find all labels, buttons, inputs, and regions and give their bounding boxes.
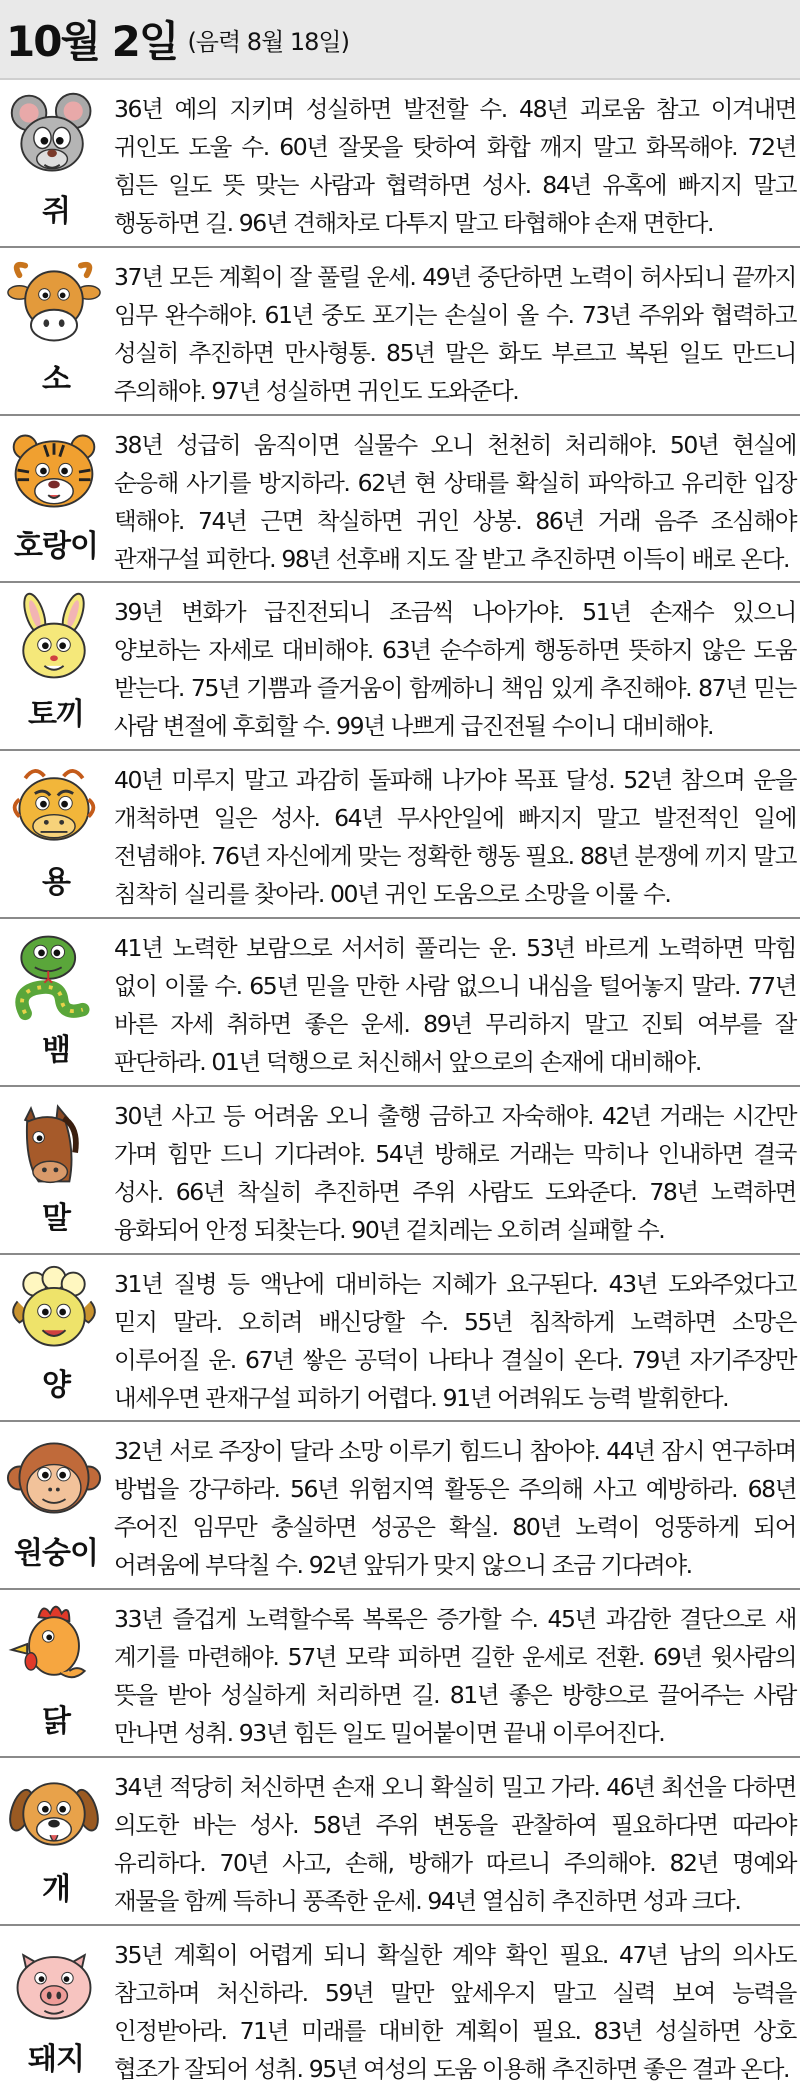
rat-icon [6, 88, 102, 184]
animal-name: 용 [42, 864, 70, 900]
fortune-text: 40년 미루지 말고 과감히 돌파해 나가야 목표 달성. 52년 참으며 운을 개척하면 일은 성사. 64년 무사안일에 빠지지 말고 발전적인 일에 전념해야. 76년 자신에게 맞는 정확한 행동 필요. 88년 분쟁에 끼지 말고 침착히 실리를 찾아라. 00년 귀인 도움으로 소망을 이룰 수. [114, 766, 796, 909]
fortune-row-ox [0, 248, 800, 416]
sheep-icon [6, 1263, 102, 1359]
monkey-icon [6, 1430, 102, 1526]
dragon-icon [6, 759, 102, 855]
fortune-text: 32년 서로 주장이 달라 소망 이루기 힘드니 참아야. 44년 잠시 연구하며 방법을 강구하라. 56년 위험지역 활동은 주의해 사고 예방하라. 68년 주어진 임무만 충실하면 성공은 확실. 80년 노력이 엉뚱하게 되어 어려움에 부닥칠 수. 92년 앞뒤가 맞지 않으니 조금 기다려야. [114, 1437, 796, 1580]
horse-icon [6, 1095, 102, 1191]
animal-name: 양 [42, 1368, 70, 1404]
fortune-text: 38년 성급히 움직이면 실물수 오니 천천히 처리해야. 50년 현실에 순응해 사기를 방지하라. 62년 현 상태를 확실히 파악하고 유리한 입장 택해야. 74년 근면 착실하면 귀인 상봉. 86년 거래 음주 조심해야 관재구설 피한다. 98년 선후배 지도 잘 받고 추진하면 이득이 배로 온다. [114, 430, 796, 573]
fortune-row-monkey [0, 1422, 800, 1590]
lunar-date: (음력 8월 18일) [187, 27, 349, 56]
rooster-icon [6, 1598, 102, 1694]
date-title: 10월 2일 [6, 17, 178, 66]
fortune-row-sheep [0, 1255, 800, 1423]
fortune-text: 37년 모든 계획이 잘 풀릴 운세. 49년 중단하면 노력이 허사되니 끝까지 임무 완수해야. 61년 중도 포기는 손실이 올 수. 73년 주위와 협력하고 성실히 추진하면 만사형통. 85년 말은 화도 부르고 복된 일도 만드니 주의해야. 97년 성실하면 귀인도 도와준다. [114, 262, 796, 405]
page-header [0, 0, 800, 80]
fortune-text: 36년 예의 지키며 성실하면 발전할 수. 48년 괴로움 참고 이겨내면 귀인도 도울 수. 60년 잘못을 탓하여 화합 깨지 말고 화목해야. 72년 힘든 일도 뜻 맞는 사람과 협력하면 성사. 84년 유혹에 빠지지 말고 행동하면 길. 96년 견해차로 다투지 말고 타협해야 손재 면한다. [114, 95, 796, 237]
fortune-text: 39년 변화가 급진전되니 조금씩 나아가야. 51년 손재수 있으니 양보하는 자세로 대비해야. 63년 순수하게 행동하면 뜻하지 않은 도움 받는다. 75년 기쁨과 즐거움이 함께하니 책임 있게 추진해야. 87년 믿는 사람 변절에 후회할 수. 99년 나쁘게 급진전될 수이니 대비해야. [114, 598, 796, 741]
animal-name: 원숭이 [14, 1536, 98, 1572]
fortune-text: 33년 즐겁게 노력할수록 복록은 증가할 수. 45년 과감한 결단으로 새 계기를 마련해야. 57년 모략 피하면 길한 운세로 전환. 69년 윗사람의 뜻을 받아 성실하게 처리하면 길. 81년 좋은 방향으로 끌어주는 사람 만나면 성취. 93년 힘든 일도 밀어붙이면 끝내 이루어진다. [114, 1605, 796, 1748]
fortune-list [0, 80, 800, 2094]
fortune-row-tiger [0, 416, 800, 584]
ox-icon [6, 256, 102, 352]
tiger-icon [6, 424, 102, 520]
animal-name: 호랑이 [14, 529, 98, 565]
animal-name: 닭 [42, 1703, 70, 1739]
fortune-row-dragon [0, 751, 800, 919]
fortune-text: 35년 계획이 어렵게 되니 확실한 계약 확인 필요. 47년 남의 의사도 참고하며 처신하라. 59년 말만 앞세우지 말고 실력 보여 능력을 인정받아라. 71년 미래를 대비한 계획이 필요. 83년 성실하면 상호 협조가 잘되어 성취. 95년 여성의 도움 이용해 추진하면 좋은 결과 온다. [114, 1940, 796, 2083]
fortune-row-rat [0, 80, 800, 248]
animal-name: 돼지 [28, 2041, 84, 2077]
fortune-row-horse [0, 1087, 800, 1255]
animal-name: 말 [42, 1200, 70, 1236]
animal-name: 소 [42, 361, 70, 397]
fortune-text: 41년 노력한 보람으로 서서히 풀리는 운. 53년 바르게 노력하면 막힘 없이 이룰 수. 65년 믿을 만한 사람 없으니 내심을 털어놓지 말라. 77년 바른 자세 취하면 좋은 운세. 89년 무리하지 말고 진퇴 여부를 잘 판단하라. 01년 덕행으로 처신해서 앞으로의 손재에 대비해야. [114, 933, 796, 1076]
pig-icon [6, 1934, 102, 2030]
fortune-row-pig [0, 1926, 800, 2094]
fortune-text: 31년 질병 등 액난에 대비하는 지혜가 요구된다. 43년 도와주었다고 믿지 말라. 오히려 배신당할 수. 55년 침착하게 노력하면 소망은 이루어질 운. 67년 쌓은 공덕이 나타나 결실이 온다. 79년 자기주장만 내세우면 관재구설 피하기 어렵다. 91년 어려워도 능력 발휘한다. [114, 1269, 796, 1412]
snake-icon [6, 927, 102, 1023]
animal-name: 토끼 [28, 697, 84, 733]
fortune-text: 30년 사고 등 어려움 오니 출행 금하고 자숙해야. 42년 거래는 시간만 가며 힘만 드니 기다려야. 54년 방해로 거래는 막히나 인내하면 결국 성사. 66년 착실히 추진하면 주위 사람도 도와준다. 78년 노력하면 융화되어 안정 되찾는다. 90년 겉치레는 오히려 실패할 수. [114, 1101, 796, 1244]
animal-name: 개 [42, 1871, 70, 1907]
fortune-row-rabbit [0, 583, 800, 751]
fortune-row-snake [0, 919, 800, 1087]
fortune-row-dog [0, 1758, 800, 1926]
fortune-row-rooster [0, 1590, 800, 1758]
animal-name: 쥐 [42, 193, 70, 229]
fortune-text: 34년 적당히 처신하면 손재 오니 확실히 밀고 가라. 46년 최선을 다하면 의도한 바는 성사. 58년 주위 변동을 관찰하여 필요하다면 따라야 유리하다. 70년 사고, 손해, 방해가 따르니 주의해야. 82년 명예와 재물을 함께 득하니 풍족한 운세. 94년 열심히 추진하면 성과 크다. [114, 1772, 796, 1915]
dog-icon [6, 1766, 102, 1862]
animal-name: 뱀 [42, 1032, 70, 1068]
rabbit-icon [6, 591, 102, 687]
